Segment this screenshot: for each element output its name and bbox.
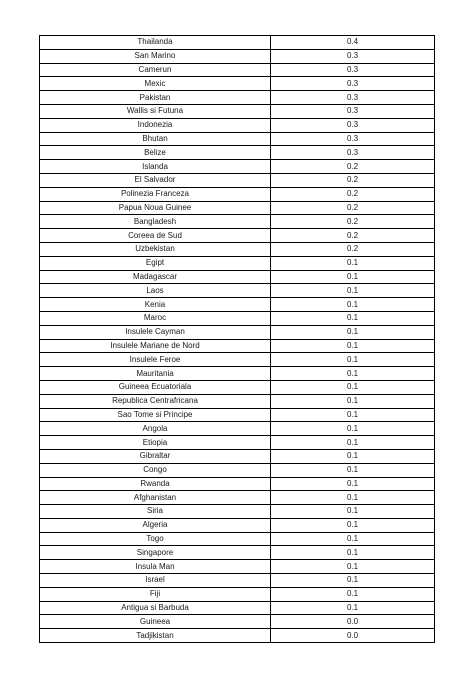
country-cell: Mexic: [40, 77, 271, 91]
value-cell: 0.3: [271, 91, 435, 105]
table-row: [40, 173, 435, 187]
value-cell: 0.1: [271, 298, 435, 312]
value-cell: 0.1: [271, 325, 435, 339]
table-row: [40, 574, 435, 588]
country-value-table: [39, 35, 435, 643]
country-cell: Uzbekistan: [40, 242, 271, 256]
table-row: [40, 560, 435, 574]
table-row: [40, 518, 435, 532]
table-row: [40, 256, 435, 270]
table-row: [40, 36, 435, 50]
value-cell: 0.2: [271, 242, 435, 256]
table-row: [40, 587, 435, 601]
value-cell: 0.3: [271, 132, 435, 146]
country-cell: Republica Centrafricana: [40, 394, 271, 408]
value-cell: 0.1: [271, 601, 435, 615]
table-row: [40, 215, 435, 229]
value-cell: 0.2: [271, 201, 435, 215]
table-row: [40, 160, 435, 174]
value-cell: 0.1: [271, 408, 435, 422]
table-row: [40, 546, 435, 560]
table-row: [40, 449, 435, 463]
country-cell: Israel: [40, 574, 271, 588]
country-cell: Afghanistan: [40, 491, 271, 505]
value-cell: 0.1: [271, 353, 435, 367]
table-row: [40, 436, 435, 450]
table-row: [40, 49, 435, 63]
country-cell: Bangladesh: [40, 215, 271, 229]
country-cell: Sao Tome si Principe: [40, 408, 271, 422]
country-cell: Polinezia Franceza: [40, 187, 271, 201]
value-cell: 0.1: [271, 436, 435, 450]
table-row: [40, 63, 435, 77]
value-cell: 0.1: [271, 367, 435, 381]
table-row: [40, 77, 435, 91]
country-cell: Belize: [40, 146, 271, 160]
value-cell: 0.1: [271, 587, 435, 601]
value-cell: 0.1: [271, 256, 435, 270]
value-cell: 0.3: [271, 104, 435, 118]
table-row: [40, 353, 435, 367]
country-cell: Angola: [40, 422, 271, 436]
table-row: [40, 242, 435, 256]
value-cell: 0.1: [271, 463, 435, 477]
country-cell: Algeria: [40, 518, 271, 532]
value-cell: 0.1: [271, 422, 435, 436]
table-row: [40, 422, 435, 436]
value-cell: 0.1: [271, 574, 435, 588]
country-cell: Thailanda: [40, 36, 271, 50]
value-cell: 0.0: [271, 629, 435, 643]
table-row: [40, 532, 435, 546]
value-cell: 0.1: [271, 546, 435, 560]
country-cell: San Marino: [40, 49, 271, 63]
country-cell: Maroc: [40, 311, 271, 325]
value-cell: 0.0: [271, 615, 435, 629]
table-row: [40, 463, 435, 477]
country-cell: Egipt: [40, 256, 271, 270]
country-cell: Antigua si Barbuda: [40, 601, 271, 615]
country-cell: Bhutan: [40, 132, 271, 146]
table-row: [40, 187, 435, 201]
country-cell: Indonezia: [40, 118, 271, 132]
country-cell: Pakistan: [40, 91, 271, 105]
table-row: [40, 91, 435, 105]
table-row: [40, 201, 435, 215]
value-cell: 0.3: [271, 49, 435, 63]
value-cell: 0.1: [271, 339, 435, 353]
table-body: [40, 36, 435, 643]
table-row: [40, 408, 435, 422]
table-row: [40, 477, 435, 491]
country-cell: Wallis si Futuna: [40, 104, 271, 118]
country-cell: Guineea Ecuatoriala: [40, 380, 271, 394]
table-row: [40, 491, 435, 505]
value-cell: 0.1: [271, 311, 435, 325]
country-cell: Coreea de Sud: [40, 229, 271, 243]
value-cell: 0.1: [271, 505, 435, 519]
value-cell: 0.4: [271, 36, 435, 50]
value-cell: 0.1: [271, 491, 435, 505]
table-row: [40, 311, 435, 325]
value-cell: 0.1: [271, 560, 435, 574]
value-cell: 0.2: [271, 173, 435, 187]
country-cell: Insulele Mariane de Nord: [40, 339, 271, 353]
table-row: [40, 380, 435, 394]
country-cell: Tadjikistan: [40, 629, 271, 643]
country-cell: Congo: [40, 463, 271, 477]
value-cell: 0.1: [271, 518, 435, 532]
table-row: [40, 339, 435, 353]
country-cell: Islanda: [40, 160, 271, 174]
table-row: [40, 146, 435, 160]
table-row: [40, 394, 435, 408]
table-row: [40, 615, 435, 629]
value-cell: 0.1: [271, 449, 435, 463]
value-cell: 0.2: [271, 215, 435, 229]
country-cell: Mauritania: [40, 367, 271, 381]
country-cell: Siria: [40, 505, 271, 519]
table-row: [40, 270, 435, 284]
country-cell: Gibraltar: [40, 449, 271, 463]
table-row: [40, 104, 435, 118]
country-cell: Togo: [40, 532, 271, 546]
value-cell: 0.3: [271, 146, 435, 160]
country-cell: Laos: [40, 284, 271, 298]
country-cell: Guineea: [40, 615, 271, 629]
table-row: [40, 118, 435, 132]
table-row: [40, 601, 435, 615]
country-cell: El Salvador: [40, 173, 271, 187]
value-cell: 0.1: [271, 270, 435, 284]
value-cell: 0.1: [271, 532, 435, 546]
country-cell: Insulele Cayman: [40, 325, 271, 339]
table-row: [40, 325, 435, 339]
country-cell: Kenia: [40, 298, 271, 312]
value-cell: 0.3: [271, 63, 435, 77]
value-cell: 0.1: [271, 477, 435, 491]
country-cell: Etiopia: [40, 436, 271, 450]
country-cell: Insulele Feroe: [40, 353, 271, 367]
country-cell: Singapore: [40, 546, 271, 560]
value-cell: 0.2: [271, 160, 435, 174]
country-cell: Insula Man: [40, 560, 271, 574]
value-cell: 0.3: [271, 77, 435, 91]
table-row: [40, 284, 435, 298]
value-cell: 0.3: [271, 118, 435, 132]
table-row: [40, 505, 435, 519]
table-row: [40, 629, 435, 643]
table-row: [40, 132, 435, 146]
country-cell: Camerun: [40, 63, 271, 77]
table-row: [40, 367, 435, 381]
country-cell: Rwanda: [40, 477, 271, 491]
country-cell: Madagascar: [40, 270, 271, 284]
value-cell: 0.2: [271, 187, 435, 201]
value-cell: 0.1: [271, 394, 435, 408]
value-cell: 0.1: [271, 284, 435, 298]
value-cell: 0.1: [271, 380, 435, 394]
country-cell: Papua Noua Guinee: [40, 201, 271, 215]
value-cell: 0.2: [271, 229, 435, 243]
table-row: [40, 229, 435, 243]
country-cell: Fiji: [40, 587, 271, 601]
table-row: [40, 298, 435, 312]
